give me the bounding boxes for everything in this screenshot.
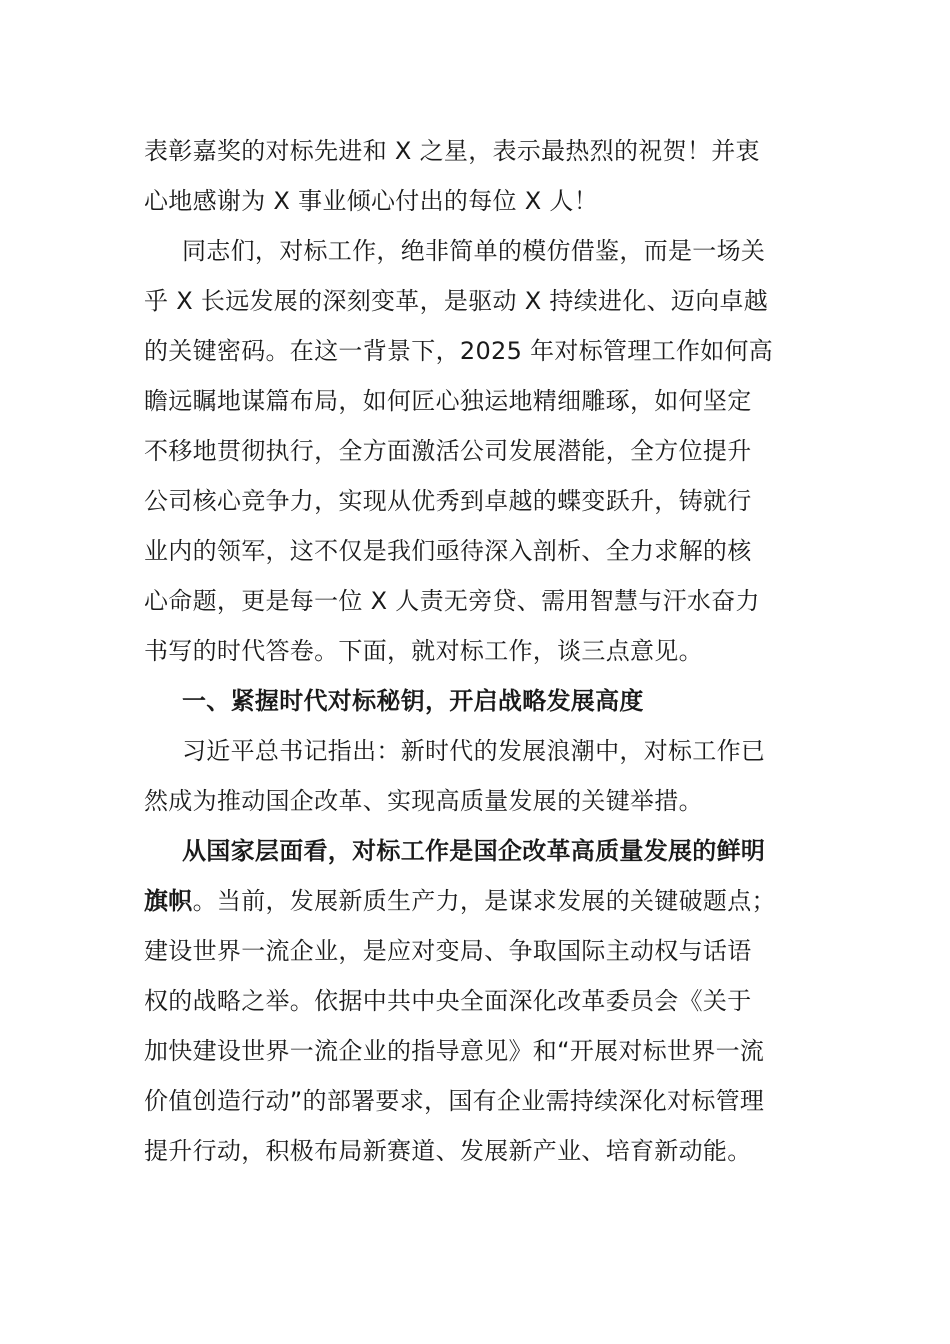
text-line: 心地感谢为 X 事业倾心付出的每位 X 人！	[144, 187, 598, 215]
section-heading	[144, 676, 814, 726]
text-line: 乎 X 长远发展的深刻变革，是驱动 X 持续进化、迈向卓越	[144, 287, 769, 315]
text-line: 心命题，更是每一位 X 人责无旁贷、需用智慧与汗水奋力	[144, 587, 760, 615]
text-line: 公司核心竞争力，实现从优秀到卓越的蝶变跃升，铸就行	[144, 487, 752, 515]
text-line: 加快建设世界一流企业的指导意见》和“开展对标世界一流	[144, 1037, 765, 1065]
paragraph-congratulations	[144, 126, 814, 226]
section-heading-text: 一、紧握时代对标秘钥，开启战略发展高度	[182, 687, 644, 715]
text-line: 习近平总书记指出：新时代的发展浪潮中，对标工作已	[182, 737, 766, 765]
document-body	[144, 126, 814, 1176]
text-run: 。当前，发展新质生产力，是谋求发展的关键破题点；	[192, 887, 776, 915]
text-line: 的关键密码。在这一背景下，2025 年对标管理工作如何高	[144, 337, 774, 365]
text-line	[144, 876, 814, 926]
text-line: 书写的时代答卷。下面，就对标工作，谈三点意见。	[144, 637, 703, 665]
bold-lead-sentence-end: 旗帜	[144, 887, 193, 915]
text-line: 瞻远瞩地谋篇布局，如何匠心独运地精细雕琢，如何坚定	[144, 387, 752, 415]
text-line: 提升行动，积极布局新赛道、发展新产业、培育新动能。	[144, 1137, 752, 1165]
paragraph-introduction	[144, 226, 814, 676]
text-line: 同志们，对标工作，绝非简单的模仿借鉴，而是一场关	[182, 237, 766, 265]
bold-lead-sentence: 从国家层面看，对标工作是国企改革高质量发展的鲜明	[182, 837, 766, 865]
text-line: 建设世界一流企业，是应对变局、争取国际主动权与话语	[144, 937, 752, 965]
text-line: 业内的领军，这不仅是我们亟待深入剖析、全力求解的核	[144, 537, 752, 565]
text-line: 表彰嘉奖的对标先进和 X 之星，表示最热烈的祝贺！并衷	[144, 137, 760, 165]
text-line: 不移地贯彻执行，全方面激活公司发展潜能，全方位提升	[144, 437, 752, 465]
text-line: 价值创造行动”的部署要求，国有企业需持续深化对标管理	[144, 1087, 765, 1115]
text-line: 然成为推动国企改革、实现高质量发展的关键举措。	[144, 787, 703, 815]
paragraph-quote	[144, 726, 814, 826]
text-line: 权的战略之举。依据中共中央全面深化改革委员会《关于	[144, 987, 752, 1015]
paragraph-national-level	[144, 826, 814, 1176]
